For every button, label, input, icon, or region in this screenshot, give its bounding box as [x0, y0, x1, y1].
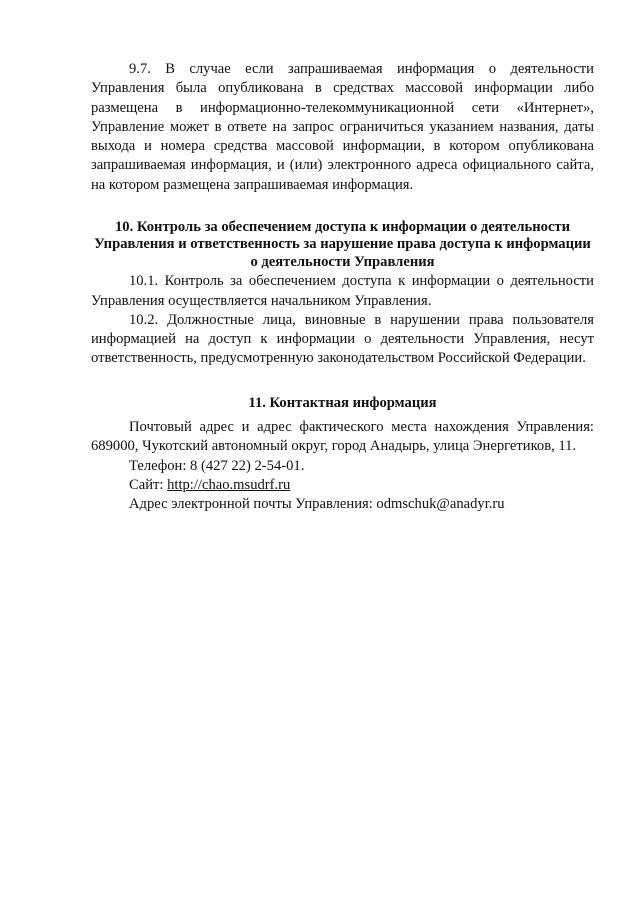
- paragraph-email: Адрес электронной почты Управления: odmschuk@anadyr.ru: [129, 496, 505, 513]
- paragraph-site: [91, 476, 594, 495]
- site-label: Сайт:: [129, 477, 168, 494]
- paragraph-9-7: 9.7. В случае если запрашиваемая информация о деятельности Управления была опубликована в средствах массовой информации либо размещена в информационно-телекоммуникационной сети «Интернет», Управление может в ответе на запрос ограничиться указанием названия, даты выхода и номера средства массовой информации, в котором опубликована запрашиваемая информация, и (или) электронного адреса официального сайта, на котором размещена запрашиваемая информация.: [91, 61, 594, 193]
- site-link[interactable]: http://chao.msudrf.ru: [167, 477, 291, 494]
- document-page: [91, 60, 594, 515]
- paragraph-10-2: 10.2. Должностные лица, виновные в нарушении права пользователя информацией на доступ к информации о деятельности Управления, несут ответственность, предусмотренную законодательством Российской Федерации.: [91, 311, 594, 367]
- paragraph-phone: Телефон: 8 (427 22) 2-54-01.: [129, 457, 305, 474]
- paragraph-10-1: 10.1. Контроль за обеспечением доступа к информации о деятельности Управления осуществляется начальником Управления.: [91, 273, 594, 309]
- section-11-title: 11. Контактная информация: [248, 394, 437, 411]
- section-10-title: 10. Контроль за обеспечением доступа к информации о деятельности Управления и ответственность за нарушение права доступа к информации о деятельности Управления: [94, 219, 591, 270]
- paragraph-address: Почтовый адрес и адрес фактического места нахождения Управления: 689000, Чукотский автономный округ, город Анадырь, улица Энергетиков, 11.: [91, 419, 594, 455]
